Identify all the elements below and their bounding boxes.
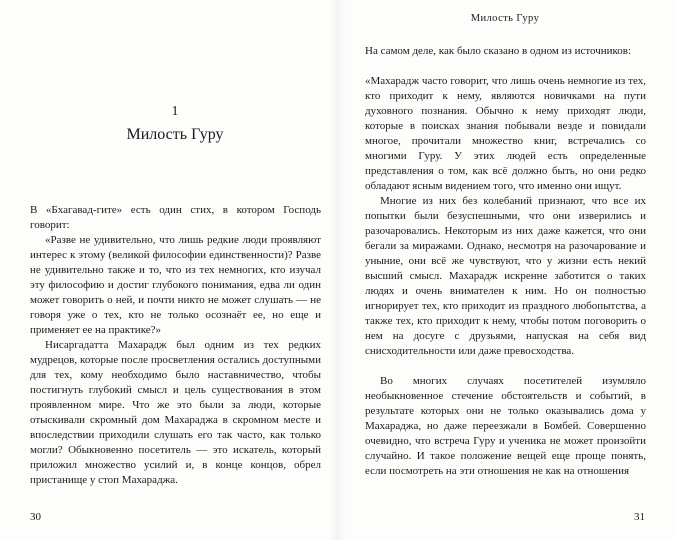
chapter-number: 1 bbox=[171, 104, 179, 119]
paragraph: Нисаргадатта Махарадж был одним из тех редких мудрецов, которые после просветления остались доступными для тех, кому необходимо было наставничество, чтобы постигнуть глубокий смысл и цель существования в этом проявленном мире. Что же это были за люди, которые отыскивали скромный дом Махараджа в скромном месте и впоследствии приходили слушать его так часто, как только могли? Обыкновенно посетитель — это искатель, который приложил множество усилий и, в конце концов, обрел пристанище у стоп Махараджа. bbox=[30, 339, 321, 486]
paragraph: Во многих случаях посетителей изумляло необыкновенное стечение обстоятельств и событий, в результате которых они не только оказывались дома у Махараджа, но даже переезжали в Бомбей. Совершенно очевидно, что встреча Гуру и ученика не может произойти случайно. И такое положение вещей еще проще понять, если посмотреть на эти отношения не как на отношения bbox=[365, 375, 646, 477]
right-page-body bbox=[365, 44, 646, 479]
running-header: Милость Гуру bbox=[470, 13, 540, 24]
paragraph: Многие из них без колебаний признают, что все их попытки были безуспешными, что они изверились и разочаровались. Некоторым из них даже кажется, что они бегали за миражами. Однако, несмотря на разочарование и уныние, они всё же чувствуют, что у жизни есть некий высший смысл. Махарадж искренне заботится о таких людях и очень внимателен к ним. Но он полностью игнорирует тех, кто приходит из праздного любопытства, а также тех, кто приходит к нему, чтобы потом поговорить о нем на досуге с друзьями, напуская на себя вид снисходительности или даже превосходства. bbox=[365, 195, 646, 357]
right-page bbox=[337, 0, 674, 540]
paragraph-quote: «Махарадж часто говорит, что лишь очень немногие из тех, кто приходит к нему, являются новичками на пути духовного познания. Обычно к нему приходят люди, которые в поисках знания побывали везде и повидали многое, прочитали множество книг, встречались со многими Гуру. У этих людей есть определенные представления о том, как всё должно быть, но они редко обладают ясным видением того, что именно они ищут. bbox=[365, 75, 646, 192]
page-number-left: 30 bbox=[30, 511, 41, 523]
left-page-body bbox=[30, 203, 321, 488]
chapter-heading bbox=[30, 103, 320, 145]
paragraph-quote: «Разве не удивительно, что лишь редкие люди проявляют интерес к этому (великой философии единственности)? Разве не удивительно также и то, что из тех немногих, кто изучал эту философию и достиг глубокого понимания, едва ли один может говорить о ней, и почти никто не может слушать — не говоря уже о тех, кто не только осознаёт ее, но еще и применяет ее на практике?» bbox=[30, 234, 321, 336]
page-number-right: 31 bbox=[634, 511, 645, 523]
chapter-title: Милость Гуру bbox=[126, 126, 224, 143]
paragraph: В «Бхагавад-гите» есть один стих, в котором Господь говорит: bbox=[30, 204, 321, 231]
paragraph: На самом деле, как было сказано в одном из источников: bbox=[365, 45, 632, 57]
